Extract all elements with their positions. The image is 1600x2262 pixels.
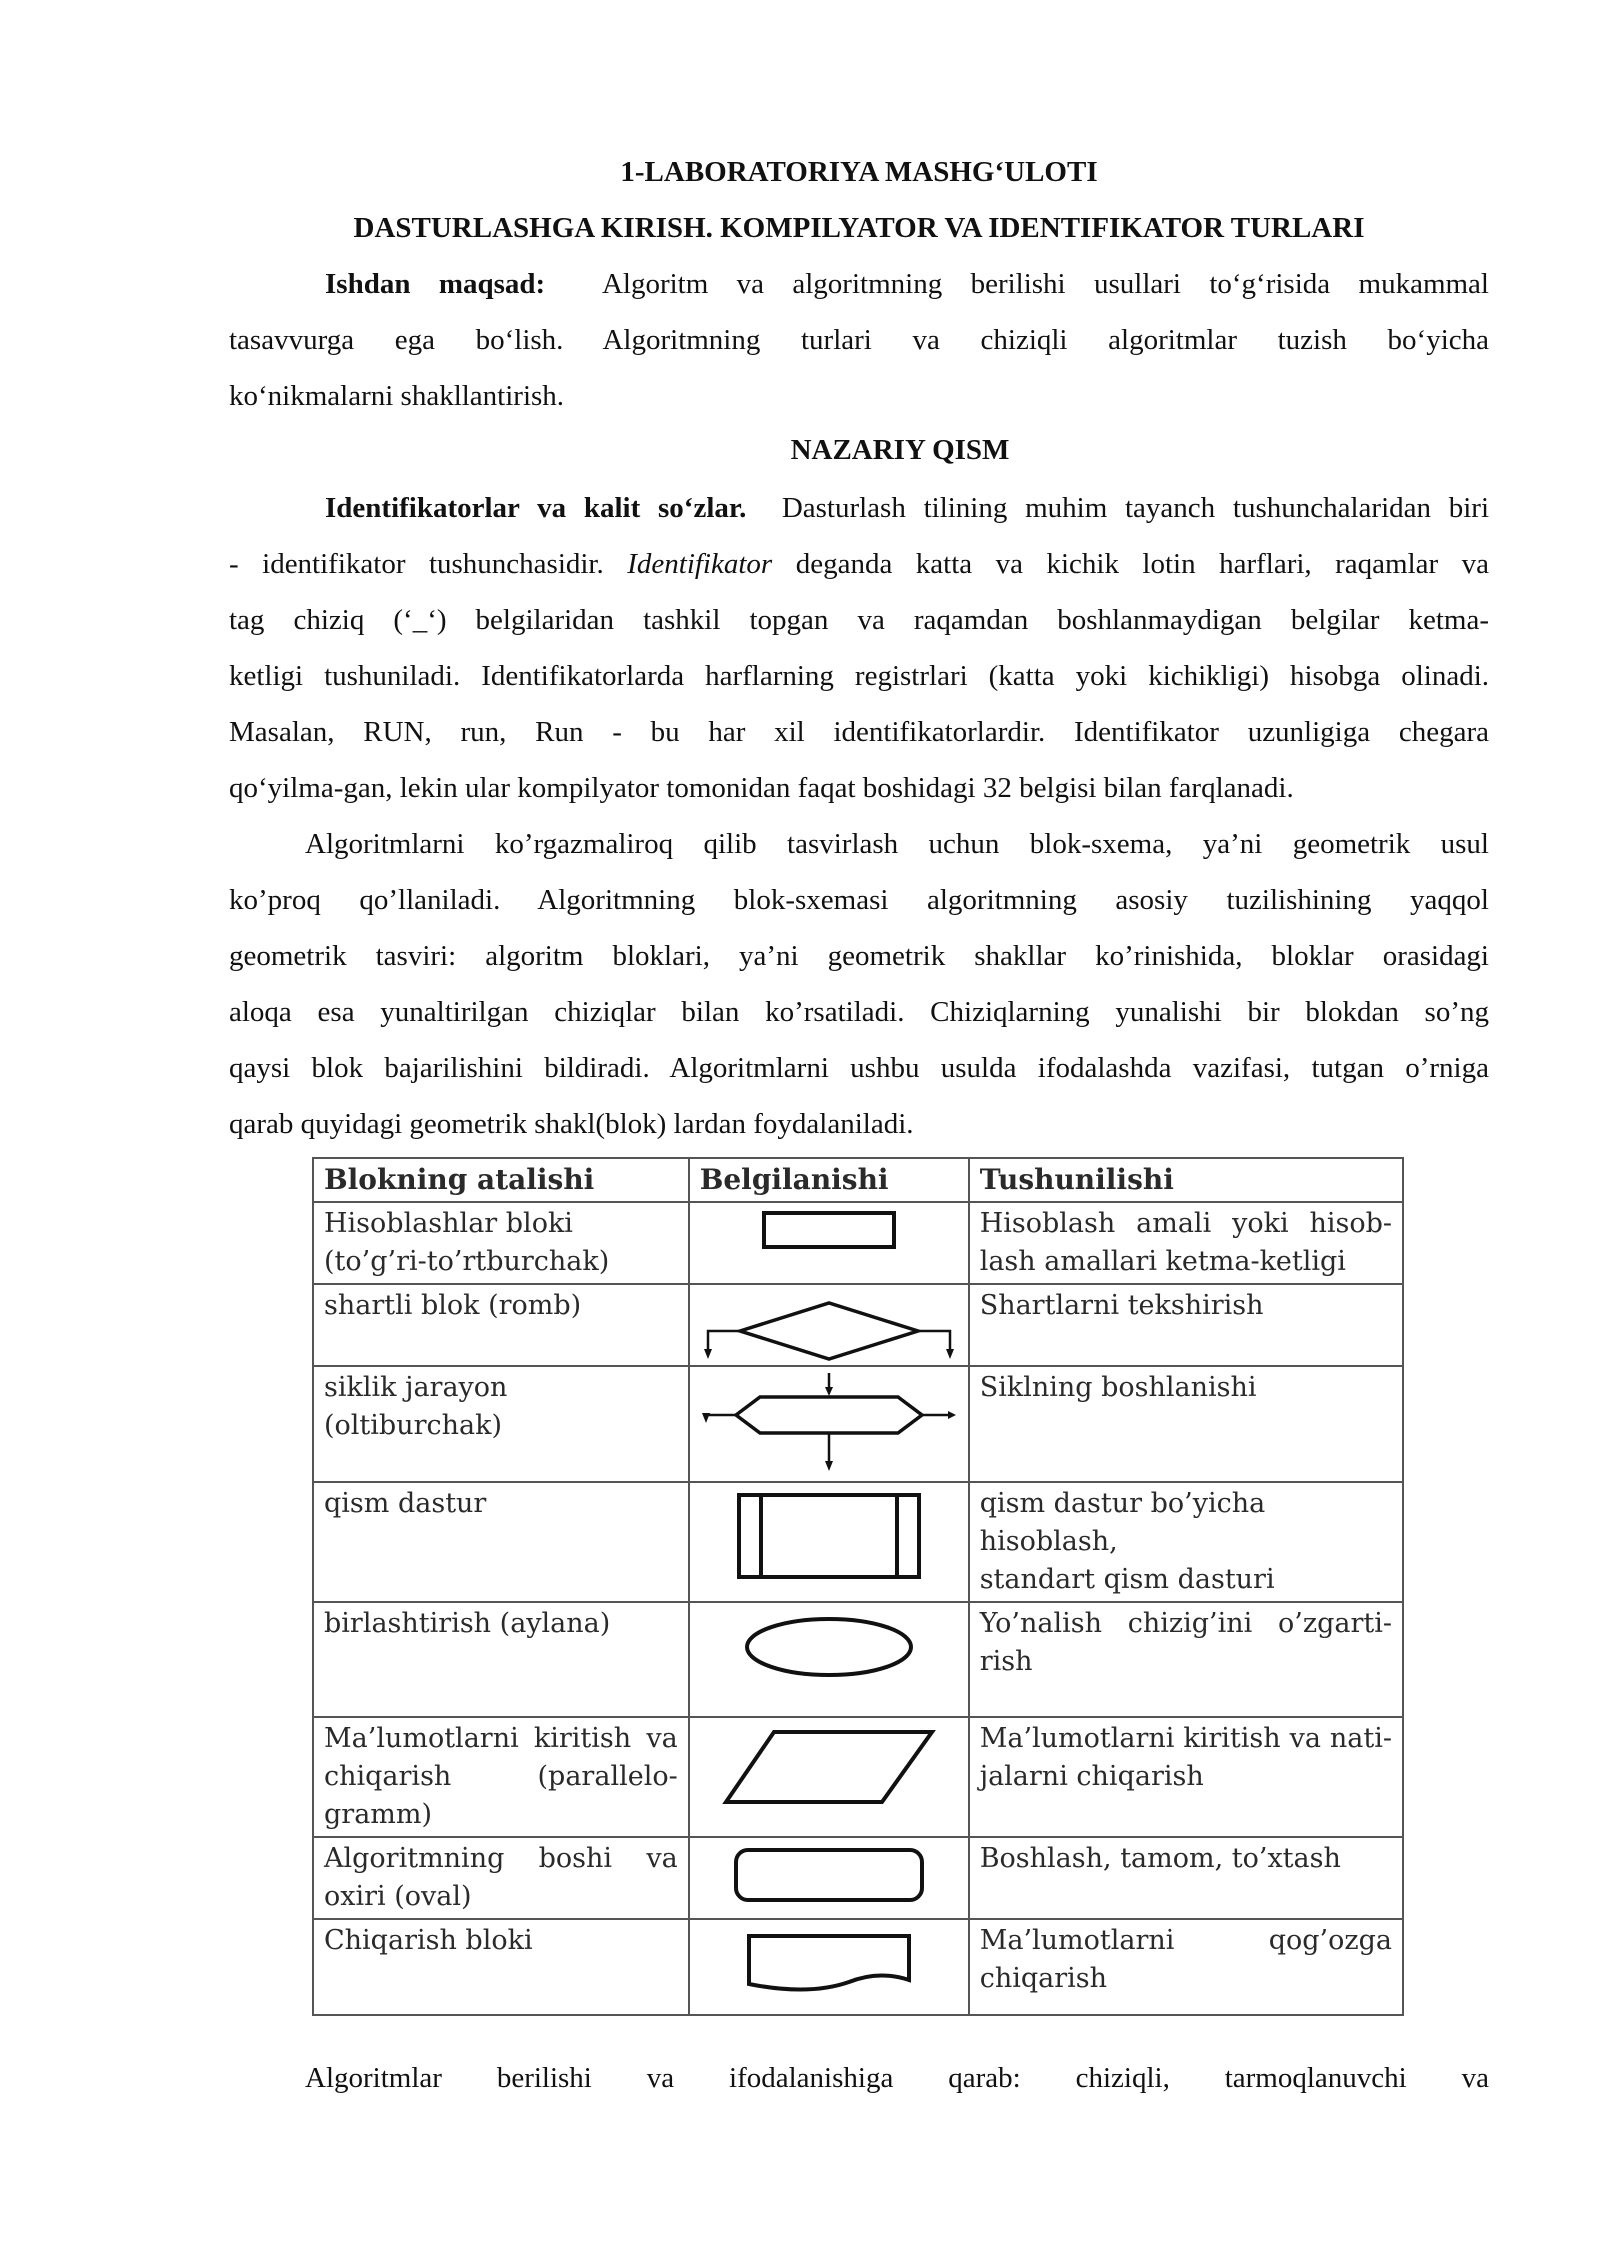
identifiers-line-2b: deganda katta va kichik lotin harflari, raqamlar va — [795, 548, 1489, 580]
goal-line-1: Algoritm va algoritmning berilishi usullari to‘g‘risida mukammal — [601, 268, 1489, 300]
header-symbol: Belgilanishi — [689, 1158, 969, 1202]
blockscheme-line-5: qaysi blok bajarilishini bildiradi. Algoritmlarni ushbu usulda ifodalashda vazifasi, tutgan o’rniga — [229, 1052, 1489, 1084]
hexagon-loop-icon — [700, 1369, 958, 1479]
rhombus-decision-icon — [700, 1287, 958, 1363]
row-meaning: chiqarish — [979, 1963, 1108, 1994]
identifiers-line-6: qo‘yilma-gan, lekin ular kompilyator tomonidan faqat boshidagi 32 belgisi bilan farqlanadi. — [229, 772, 1294, 804]
row-name: (to’g’ri-to’rtburchak) — [324, 1246, 610, 1277]
theory-heading: NAZARIY QISM — [790, 434, 1010, 466]
row-name: Algoritmning boshi va — [324, 1843, 678, 1874]
document-output-icon — [729, 1922, 929, 2002]
table-row — [313, 1837, 1403, 1919]
row-meaning: Ma’lumotlarni kiritish va nati- — [979, 1723, 1392, 1754]
goal-line-2: tasavvurga ega bo‘lish. Algoritmning turlari va chiziqli algoritmlar tuzish bo‘yicha — [229, 324, 1489, 356]
rectangle-process-icon — [744, 1205, 914, 1255]
row-name: gramm) — [324, 1799, 433, 1830]
table-row — [313, 1284, 1403, 1366]
row-meaning: Yo’nalish chizig’ini o’zgarti- — [979, 1608, 1392, 1639]
row-meaning: standart qism dasturi — [979, 1564, 1275, 1595]
topic-title: DASTURLASHGA KIRISH. KOMPILYATOR VA IDENTIFIKATOR TURLARI — [353, 212, 1365, 244]
identifier-term: Identifikator — [627, 548, 773, 580]
row-meaning: qism dastur bo’yicha hisoblash, — [979, 1488, 1266, 1557]
identifiers-line-4: ketligi tushuniladi. Identifikatorlarda harflarning registrlari (katta yoki kichikligi) hisobga olinadi. — [229, 660, 1489, 692]
row-name: Hisoblashlar bloki — [324, 1208, 573, 1239]
table-row — [313, 1482, 1403, 1602]
final-line: Algoritmlar berilishi va ifodalanishiga qarab: chiziqli, tarmoqlanuvchi va — [305, 2062, 1489, 2094]
identifiers-label: Identifikatorlar va kalit so‘zlar. — [325, 492, 747, 524]
ellipse-connector-icon — [729, 1605, 929, 1685]
row-name: shartli blok (romb) — [324, 1290, 582, 1321]
row-name: (oltiburchak) — [324, 1410, 502, 1441]
identifiers-line-3: tag chiziq (‘_‘) belgilaridan tashkil topgan va raqamdan boshlanmaydigan belgilar ketma- — [229, 604, 1489, 636]
row-name: oxiri (oval) — [324, 1881, 472, 1912]
row-meaning: rish — [979, 1646, 1033, 1677]
blockscheme-line-6: qarab quyidagi geometrik shakl(blok) lardan foydalaniladi. — [229, 1108, 914, 1140]
table-row — [313, 1919, 1403, 2015]
row-meaning: Siklning boshlanishi — [979, 1372, 1257, 1403]
identifiers-line-2a: - identifikator tushunchasidir. — [229, 548, 604, 580]
final-paragraph — [229, 2050, 1489, 2106]
row-meaning: Shartlarni tekshirish — [979, 1290, 1264, 1321]
row-meaning: Ma’lumotlarni qog’ozga — [979, 1925, 1392, 1956]
row-meaning: jalarni chiqarish — [979, 1761, 1204, 1792]
row-name: birlashtirish (aylana) — [324, 1608, 611, 1639]
table-header-row — [313, 1158, 1403, 1202]
subroutine-icon — [729, 1485, 929, 1585]
row-meaning: lash amallari ketma-ketligi — [979, 1246, 1346, 1277]
row-name: Ma’lumotlarni kiritish va — [324, 1723, 678, 1754]
header-block-name: Blokning atalishi — [313, 1158, 689, 1202]
identifiers-line-5: Masalan, RUN, run, Run - bu har xil identifikatorlardir. Identifikator uzunligiga chegara — [229, 716, 1489, 748]
blockscheme-line-2: ko’proq qo’llaniladi. Algoritmning blok-sxemasi algoritmning asosiy tuzilishining yaqqol — [229, 884, 1489, 916]
blockscheme-line-3: geometrik tasviri: algoritm bloklari, ya’ni geometrik shakllar ko’rinishida, bloklar orasidagi — [229, 940, 1489, 972]
row-name: chiqarish (parallelo- — [324, 1761, 678, 1792]
table-row — [313, 1717, 1403, 1837]
header-meaning: Tushunilishi — [969, 1158, 1403, 1202]
oval-terminal-icon — [724, 1840, 934, 1910]
table-row — [313, 1366, 1403, 1482]
blockscheme-paragraph — [229, 816, 1489, 1152]
goal-label: Ishdan maqsad: — [325, 268, 546, 300]
row-meaning: Boshlash, tamom, to’xtash — [979, 1843, 1341, 1874]
goal-paragraph — [229, 256, 1489, 424]
blockscheme-line-1: Algoritmlarni ko’rgazmaliroq qilib tasvirlash uchun blok-sxema, ya’ni geometrik usul — [305, 828, 1489, 860]
row-meaning: Hisoblash amali yoki hisob- — [979, 1208, 1392, 1239]
row-name: siklik jarayon — [324, 1372, 508, 1403]
parallelogram-io-icon — [714, 1720, 944, 1810]
goal-line-3: ko‘nikmalarni shakllantirish. — [229, 380, 565, 412]
lab-title: 1-LABORATORIYA MASHG‘ULOTI — [620, 156, 1098, 188]
row-name: qism dastur — [324, 1488, 487, 1519]
table-row — [313, 1602, 1403, 1717]
row-name: Chiqarish bloki — [324, 1925, 533, 1956]
blockscheme-line-4: aloqa esa yunaltirilgan chiziqlar bilan ko’rsatiladi. Chiziqlarning yunalishi bir blokdan so’ng — [229, 996, 1489, 1028]
identifiers-paragraph — [229, 480, 1489, 816]
flowchart-symbols-table — [312, 1157, 1404, 2016]
table-row — [313, 1202, 1403, 1284]
identifiers-line-1: Dasturlash tilining muhim tayanch tushunchalaridan biri — [781, 492, 1489, 524]
